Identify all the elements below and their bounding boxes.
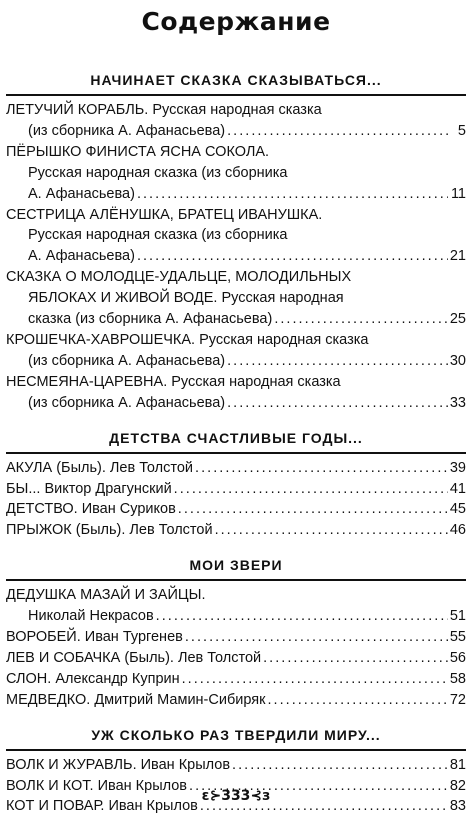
- toc-entry-line: [6, 606, 466, 627]
- toc-entry-text: ДЕТСТВО. Иван Суриков: [6, 501, 176, 518]
- toc-entry-text: Русская народная сказка (из сборника: [28, 227, 288, 244]
- toc-entry-line: [6, 121, 466, 142]
- dot-leader: [227, 393, 448, 414]
- toc-entry-page-number: 11: [450, 185, 466, 202]
- toc-entry-page-number: 58: [449, 670, 466, 687]
- section-title: УЖ СКОЛЬКО РАЗ ТВЕРДИЛИ МИРУ...: [6, 711, 466, 751]
- dot-leader: [174, 479, 448, 500]
- toc-entry-line: [6, 267, 466, 288]
- dot-leader: [137, 246, 448, 267]
- toc-entry-line: [6, 184, 466, 205]
- toc-entry[interactable]: [6, 100, 466, 142]
- toc-entry-line: [6, 499, 466, 520]
- dot-leader: [267, 690, 447, 711]
- toc-entry-line: [6, 690, 466, 711]
- dot-leader: [215, 520, 448, 541]
- toc-entry-line: [6, 309, 466, 330]
- table-of-contents: [6, 44, 466, 817]
- dot-leader: [274, 309, 448, 330]
- toc-entry-page-number: 83: [449, 798, 466, 815]
- toc-entry-text: ЯБЛОКАХ И ЖИВОЙ ВОДЕ. Русская народная: [28, 290, 344, 307]
- toc-entry[interactable]: [6, 585, 466, 627]
- toc-entry-text: ВОРОБЕЙ. Иван Тургенев: [6, 629, 183, 646]
- toc-entry-text: АКУЛА (Быль). Лев Толстой: [6, 459, 194, 476]
- dot-leader: [227, 351, 448, 372]
- toc-entry-text: сказка (из сборника А. Афанасьева): [28, 311, 273, 328]
- dot-leader: [137, 184, 448, 205]
- toc-entry-line: [6, 100, 466, 121]
- toc-entry-page-number: 21: [449, 248, 466, 265]
- toc-entry[interactable]: [6, 458, 466, 479]
- toc-entry[interactable]: [6, 330, 466, 372]
- toc-section: [6, 414, 466, 542]
- ornament-right: ⊰з: [250, 788, 271, 804]
- section-title: МОИ ЗВЕРИ: [6, 541, 466, 581]
- dot-leader: [178, 499, 448, 520]
- toc-entry-text: СЕСТРИЦА АЛЁНУШКА, БРАТЕЦ ИВАНУШКА.: [6, 206, 323, 223]
- toc-entry-line: [6, 479, 466, 500]
- toc-entry-text: МЕДВЕДКО. Дмитрий Мамин-Сибиряк: [6, 691, 266, 708]
- toc-entry-line: [6, 458, 466, 479]
- toc-entry-line: [6, 627, 466, 648]
- toc-entry-page-number: 25: [449, 311, 466, 328]
- toc-entry-text: ЛЕВ И СОБАЧКА (Быль). Лев Толстой: [6, 649, 262, 666]
- toc-entry-text: А. Афанасьева): [28, 248, 135, 265]
- toc-entry-text: КОТ И ПОВАР. Иван Крылов: [6, 798, 198, 815]
- toc-entry[interactable]: [6, 648, 466, 669]
- toc-entry-text: (из сборника А. Афанасьева): [28, 122, 226, 139]
- toc-entry-text: ПРЫЖОК (Быль). Лев Толстой: [6, 522, 213, 539]
- dot-leader: [263, 648, 448, 669]
- toc-entry[interactable]: [6, 669, 466, 690]
- dot-leader: [232, 755, 448, 776]
- toc-entry[interactable]: [6, 267, 466, 330]
- toc-entry-text: СКАЗКА О МОЛОДЦЕ-УДАЛЬЦЕ, МОЛОДИЛЬНЫХ: [6, 269, 352, 286]
- toc-entry-text: ВОЛК И КОТ. Иван Крылов: [6, 777, 188, 794]
- toc-entry-line: [6, 669, 466, 690]
- toc-entry[interactable]: [6, 627, 466, 648]
- page-footer: [0, 788, 472, 804]
- toc-entry-page-number: 56: [449, 649, 466, 666]
- toc-entry-line: [6, 205, 466, 226]
- toc-entry-line: [6, 755, 466, 776]
- section-title: НАЧИНАЕТ СКАЗКА СКАЗЫВАТЬСЯ...: [6, 44, 466, 96]
- toc-entry[interactable]: [6, 142, 466, 205]
- toc-entry-text: ВОЛК И ЖУРАВЛЬ. Иван Крылов: [6, 756, 231, 773]
- toc-section: [6, 541, 466, 710]
- toc-section: [6, 44, 466, 414]
- toc-entry-line: [6, 142, 466, 163]
- toc-entry-text: ПЁРЫШКО ФИНИСТА ЯСНА СОКОЛА.: [6, 143, 270, 160]
- toc-entry-page-number: 5: [457, 122, 466, 139]
- toc-entry[interactable]: [6, 690, 466, 711]
- toc-entry-line: [6, 163, 466, 184]
- toc-entry-line: [6, 520, 466, 541]
- toc-entry[interactable]: [6, 372, 466, 414]
- toc-entry-text: Русская народная сказка (из сборника: [28, 164, 288, 181]
- toc-entry-line: [6, 372, 466, 393]
- toc-entry-text: БЫ... Виктор Драгунский: [6, 480, 172, 497]
- toc-entry[interactable]: [6, 479, 466, 500]
- toc-entry-page-number: 39: [449, 459, 466, 476]
- toc-entry-text: КРОШЕЧКА-ХАВРОШЕЧКА. Русская народная сказка: [6, 331, 369, 348]
- toc-entry-line: [6, 351, 466, 372]
- toc-entry[interactable]: [6, 499, 466, 520]
- toc-entry-page-number: 82: [449, 777, 466, 794]
- dot-leader: [182, 669, 448, 690]
- toc-entry-text: Николай Некрасов: [28, 608, 154, 625]
- toc-entry-line: [6, 585, 466, 606]
- page-title: Содержание: [141, 7, 331, 36]
- toc-entry-line: [6, 393, 466, 414]
- toc-entry-page-number: 33: [449, 394, 466, 411]
- dot-leader: [227, 121, 448, 142]
- toc-entry-page-number: 30: [449, 352, 466, 369]
- toc-entry-page-number: 46: [449, 522, 466, 539]
- section-title: ДЕТСТВА СЧАСТЛИВЫЕ ГОДЫ...: [6, 414, 466, 454]
- toc-entry-text: СЛОН. Александр Куприн: [6, 670, 180, 687]
- toc-entry-text: (из сборника А. Афанасьева): [28, 394, 226, 411]
- toc-entry-text: ДЕДУШКА МАЗАЙ И ЗАЙЦЫ.: [6, 587, 206, 604]
- toc-entry[interactable]: [6, 520, 466, 541]
- dot-leader: [185, 627, 448, 648]
- toc-entry-page-number: 45: [449, 501, 466, 518]
- dot-leader: [156, 606, 448, 627]
- ornament-left: ε⊱: [201, 788, 222, 804]
- page-number: 333: [221, 788, 251, 804]
- toc-entry-line: [6, 225, 466, 246]
- toc-entry-page-number: 55: [449, 629, 466, 646]
- toc-entry-text: (из сборника А. Афанасьева): [28, 352, 226, 369]
- toc-entry-line: [6, 246, 466, 267]
- toc-entry-line: [6, 288, 466, 309]
- toc-entry[interactable]: [6, 755, 466, 776]
- toc-entry-page-number: 41: [449, 480, 466, 497]
- toc-entry-line: [6, 648, 466, 669]
- toc-entry-text: ЛЕТУЧИЙ КОРАБЛЬ. Русская народная сказка: [6, 102, 322, 118]
- toc-entry[interactable]: [6, 205, 466, 268]
- dot-leader: [195, 458, 448, 479]
- toc-entry-text: А. Афанасьева): [28, 185, 135, 202]
- toc-entry-page-number: 51: [449, 608, 466, 625]
- toc-entry-page-number: 72: [449, 691, 466, 708]
- toc-entry-text: НЕСМЕЯНА-ЦАРЕВНА. Русская народная сказка: [6, 373, 341, 390]
- toc-entry-line: [6, 330, 466, 351]
- toc-entry-page-number: 81: [449, 756, 466, 773]
